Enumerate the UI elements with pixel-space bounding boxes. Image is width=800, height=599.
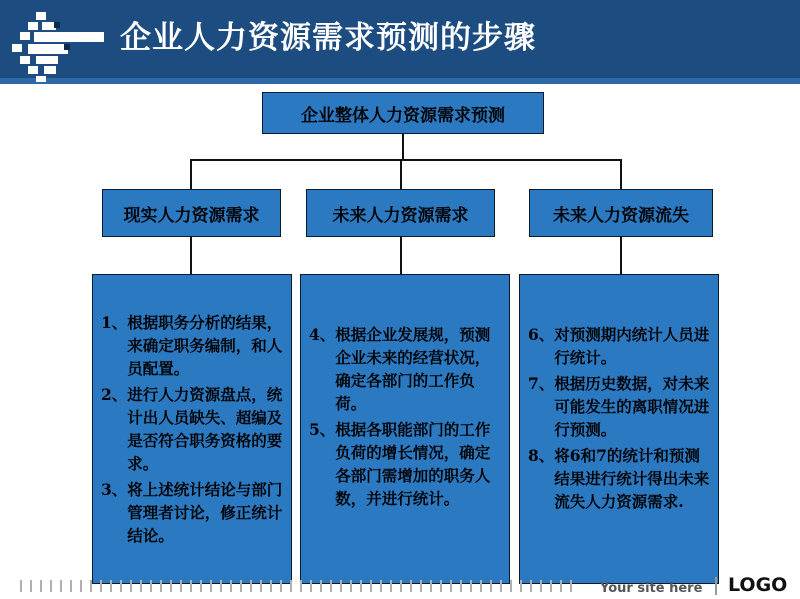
footer-tick [520, 580, 522, 592]
connector-line [190, 237, 192, 274]
branch-node-future-demand: 未来人力资源需求 [306, 189, 495, 237]
footer-tick [550, 580, 552, 592]
footer-tick [170, 580, 172, 592]
footer-tick [100, 580, 102, 592]
top-node: 企业整体人力资源需求预测 [262, 92, 544, 134]
footer-tick [350, 580, 352, 592]
step-item [309, 418, 501, 510]
footer-tick [240, 580, 242, 592]
footer-tick [460, 580, 462, 592]
footer-tick [500, 580, 502, 592]
footer-tick [40, 580, 42, 592]
step-text: 根据历史数据，对未来可能发生的离职情况进行预测。 [554, 374, 710, 439]
footer-tick [390, 580, 392, 592]
step-number: 6、 [528, 325, 555, 344]
pixel-arrow-icon [6, 8, 116, 88]
footer-tick [540, 580, 542, 592]
footer-separator [715, 577, 717, 595]
footer-tick [130, 580, 132, 592]
connector-line [400, 159, 402, 189]
footer-tick [380, 580, 382, 592]
footer-tick [440, 580, 442, 592]
footer-tick [160, 580, 162, 592]
detail-box-future-loss [519, 274, 719, 584]
footer-tick [530, 580, 532, 592]
footer-tick [30, 580, 32, 592]
footer-tick [190, 580, 192, 592]
branch-node-future-loss: 未来人力资源流失 [529, 189, 713, 237]
detail-box-current-demand [92, 274, 292, 584]
step-number: 3、 [101, 480, 128, 499]
step-number: 1、 [101, 313, 128, 332]
footer-tick [150, 580, 152, 592]
connector-line [190, 159, 192, 189]
footer-tick [50, 580, 52, 592]
footer-tick [400, 580, 402, 592]
logo-text: LOGO [728, 574, 788, 596]
step-item [528, 444, 712, 513]
detail-box-future-demand [300, 274, 510, 584]
step-item [101, 311, 285, 380]
footer-tick [320, 580, 322, 592]
footer-tick [340, 580, 342, 592]
connector-line [620, 159, 622, 189]
footer-tick [250, 580, 252, 592]
footer-tick [90, 580, 92, 592]
footer-tick [330, 580, 332, 592]
step-text: 对预测期内统计人员进行统计。 [554, 325, 710, 367]
footer-tick [360, 580, 362, 592]
footer-tick [70, 580, 72, 592]
footer-ticks-decoration [20, 578, 590, 594]
step-number: 5、 [309, 420, 336, 439]
footer-tick [200, 580, 202, 592]
step-item [528, 372, 712, 441]
footer-tick [420, 580, 422, 592]
step-number: 8、 [528, 446, 555, 465]
footer-tick [180, 580, 182, 592]
step-item [528, 323, 712, 369]
footer-tick [570, 580, 572, 592]
step-text: 根据企业发展规，预测企业未来的经营状况，确定各部门的工作负荷。 [335, 325, 491, 413]
connector-line [400, 237, 402, 274]
footer-tick [430, 580, 432, 592]
footer-tick [560, 580, 562, 592]
connector-line [402, 134, 404, 160]
step-text: 进行人力资源盘点，统计出人员缺失、超编及是否符合职务资格的要求。 [127, 385, 283, 473]
footer-tick [210, 580, 212, 592]
footer-tick [60, 580, 62, 592]
connector-line [620, 237, 622, 274]
step-text: 将上述统计结论与部门管理者讨论，修正统计结论。 [127, 480, 283, 545]
step-item [309, 323, 501, 415]
footer-tick [120, 580, 122, 592]
step-text: 根据职务分析的结果，来确定职务编制，和人员配置。 [127, 313, 283, 378]
footer-tick [470, 580, 472, 592]
step-number: 7、 [528, 374, 555, 393]
step-item [101, 478, 285, 547]
step-text: 将6和7的统计和预测结果进行统计得出未来流失人力资源需求. [554, 446, 710, 511]
footer-tick [230, 580, 232, 592]
site-text: Your site here [600, 581, 703, 596]
footer-tick [260, 580, 262, 592]
step-text: 根据各职能部门的工作负荷的增长情况，确定各部门需增加的职务人数，并进行统计。 [335, 420, 491, 508]
step-item [101, 383, 285, 475]
footer-tick [370, 580, 372, 592]
footer-tick [450, 580, 452, 592]
step-number: 2、 [101, 385, 128, 404]
page-title: 企业人力资源需求预测的步骤 [120, 20, 536, 56]
footer-tick [310, 580, 312, 592]
footer-tick [410, 580, 412, 592]
branch-node-current-demand: 现实人力资源需求 [102, 189, 281, 237]
footer-tick [290, 580, 292, 592]
footer-tick [20, 580, 22, 592]
connector-line [190, 159, 622, 161]
footer-tick [480, 580, 482, 592]
footer-tick [510, 580, 512, 592]
footer-tick [280, 580, 282, 592]
footer-tick [490, 580, 492, 592]
footer-tick [220, 580, 222, 592]
footer-tick [140, 580, 142, 592]
header-stripe [0, 78, 800, 84]
step-number: 4、 [309, 325, 336, 344]
footer-tick [110, 580, 112, 592]
footer-tick [300, 580, 302, 592]
footer-tick [270, 580, 272, 592]
footer-tick [80, 580, 82, 592]
